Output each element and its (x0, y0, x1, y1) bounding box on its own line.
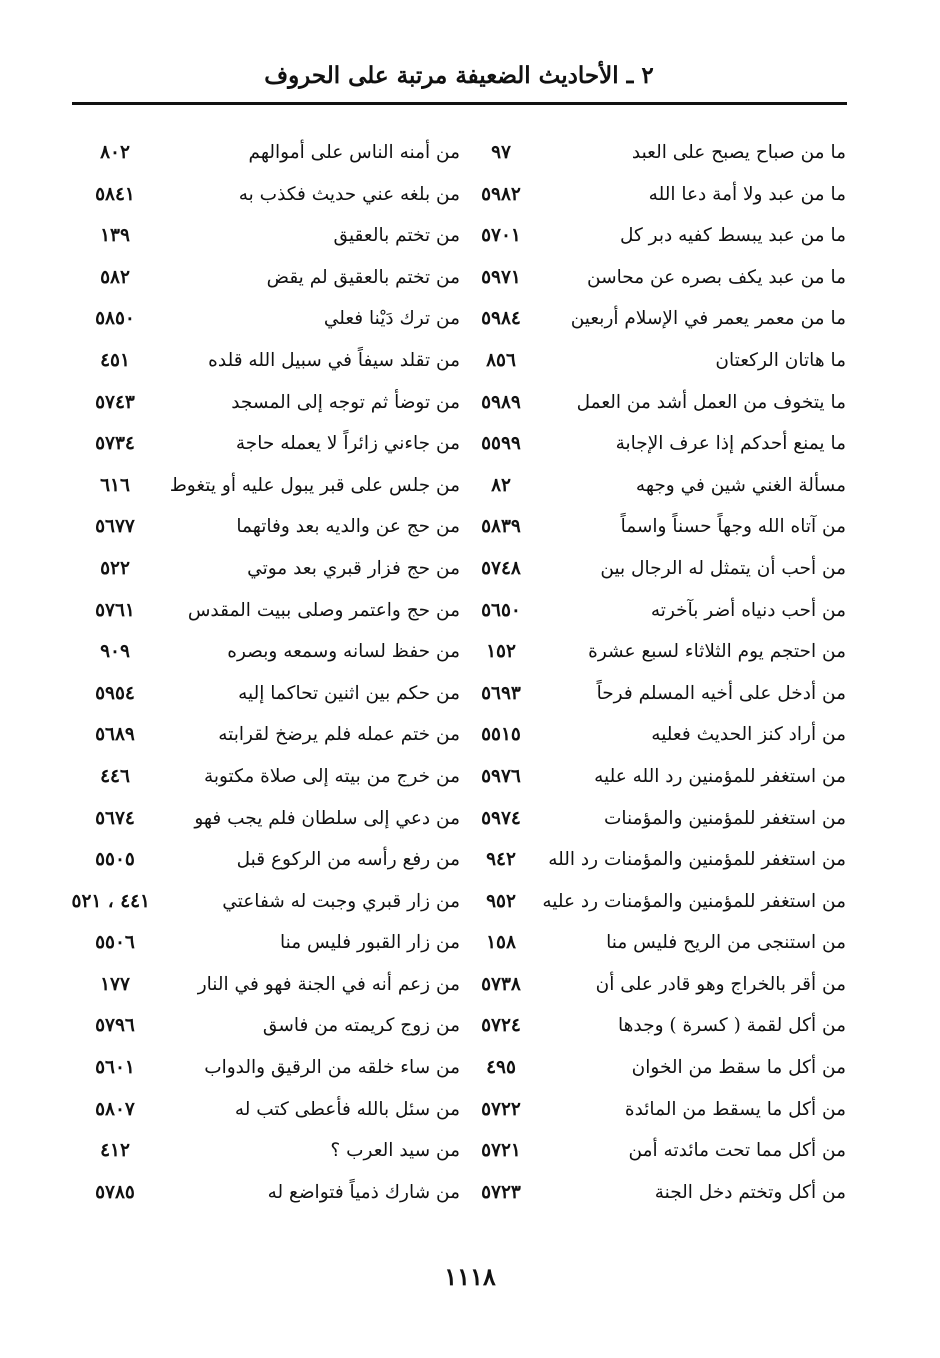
hadith-number: ١٥٨ (486, 932, 516, 954)
hadith-title: من تختم بالعقيق لم يقض (266, 266, 460, 288)
hadith-title: من ترك دَيْنا فعلي (323, 308, 460, 330)
index-entry (466, 1130, 846, 1172)
hadith-number: ٥٥٠٦ (95, 932, 135, 954)
hadith-number: ٥٥١٥ (481, 724, 521, 746)
index-column-left (71, 132, 460, 1213)
index-entry (466, 257, 846, 299)
hadith-title: من أمنه الناس على أموالهم (248, 142, 460, 163)
hadith-title: من ساء خلقه من الرقيق والدواب (204, 1057, 460, 1079)
index-entry (466, 922, 846, 964)
hadith-number: ٥٨٣٩ (481, 516, 521, 538)
hadith-title: من ختم عمله فلم يرضخ لقرابته (218, 724, 460, 746)
hadith-number: ٥٧٠١ (481, 225, 521, 247)
hadith-number: ١٣٩ (100, 225, 130, 247)
index-entry (466, 714, 846, 756)
hadith-number: ٥٨٢ (100, 266, 130, 288)
hadith-number: ٥٩٧٦ (481, 765, 521, 787)
hadith-number: ٤٤١ ، ٥٢١ (71, 890, 150, 912)
index-entry (80, 132, 460, 174)
hadith-title: من توضأ ثم توجه إلى المسجد (231, 391, 460, 413)
hadith-title: ما من عبد ولا أمة دعا الله (648, 183, 846, 205)
index-entry (80, 1089, 460, 1131)
index-entry (466, 340, 846, 382)
hadith-title: من جاءني زائراً لا يعمله حاجة (235, 433, 460, 455)
hadith-number: ٥٦٧٤ (95, 807, 135, 829)
hadith-number: ٥٩٨٢ (481, 183, 521, 205)
hadith-number: ٥٥٠٥ (95, 849, 135, 871)
hadith-title: من استغفر للمؤمنين والمؤمنات رد عليه (542, 890, 846, 912)
index-entry (80, 714, 460, 756)
hadith-title: من حج فزار قبري بعد موتي (247, 557, 460, 579)
hadith-number: ١٧٧ (100, 973, 130, 995)
index-entry (80, 673, 460, 715)
hadith-title: من خرج من بيته إلى صلاة مكتوبة (203, 765, 460, 787)
index-entry (466, 881, 846, 923)
index-entry (466, 506, 846, 548)
index-entry (466, 798, 846, 840)
hadith-title: ما من عبد يكف بصره عن محاسن (587, 266, 846, 288)
hadith-number: ٨٢ (491, 474, 511, 496)
index-entry (466, 174, 846, 216)
hadith-title: من استغفر للمؤمنين والمؤمنات (603, 807, 846, 829)
page-number: ١١١٨ (444, 1262, 496, 1291)
hadith-title: ما هاتان الركعتان (715, 349, 846, 371)
index-entry (80, 215, 460, 257)
index-entry (466, 1005, 846, 1047)
hadith-title: من أقر بالخراج وهو قادر على أن (595, 973, 846, 995)
index-entry (80, 423, 460, 465)
hadith-title: ما من عبد يبسط كفيه دبر كل (619, 225, 846, 247)
hadith-number: ٥٦٠١ (95, 1057, 135, 1079)
hadith-number: ٥٧٤٣ (95, 391, 135, 413)
hadith-number: ٥٩٨٩ (481, 391, 521, 413)
hadith-title: من أحب دنياه أضر بآخرته (650, 599, 846, 621)
hadith-number: ٥٩٧١ (481, 266, 521, 288)
hadith-title: من استغفر للمؤمنين والمؤمنات رد الله (548, 849, 846, 871)
hadith-title: من أكل ما يسقط من المائدة (624, 1098, 846, 1120)
hadith-number: ٥٧٦١ (95, 599, 135, 621)
index-entry (466, 215, 846, 257)
index-entry (80, 1130, 460, 1172)
hadith-title: من حفظ لسانه وسمعه وبصره (227, 641, 460, 663)
running-header: ٢ ـ الأحاديث الضعيفة مرتبة على الحروف (264, 62, 654, 89)
hadith-number: ٩٠٩ (100, 641, 130, 663)
hadith-title: ما يتخوف من العمل أشد من العمل (576, 391, 846, 413)
index-entry (466, 756, 846, 798)
index-entry (80, 798, 460, 840)
index-entry (80, 1172, 460, 1214)
hadith-number: ٥٥٩٩ (481, 433, 521, 455)
hadith-number: ٥٦٩٣ (481, 682, 521, 704)
index-entry (466, 548, 846, 590)
hadith-number: ٥٧٢٣ (481, 1181, 521, 1203)
hadith-title: من أكل ما سقط من الخوان (631, 1057, 846, 1079)
hadith-title: من سيد العرب ؟ (330, 1140, 460, 1162)
index-entry (80, 631, 460, 673)
hadith-number: ٥٦٥٠ (481, 599, 521, 621)
hadith-title: من جلس على قبر يبول عليه أو يتغوط (169, 474, 460, 496)
hadith-title: من تختم بالعقيق (333, 225, 460, 247)
index-entry (466, 1047, 846, 1089)
hadith-number: ٥٨٥٠ (95, 308, 135, 330)
hadith-number: ٨٠٢ (100, 142, 130, 163)
index-entry (80, 174, 460, 216)
header-divider (72, 102, 847, 105)
hadith-title: من شارك ذمياً فتواضع له (267, 1181, 460, 1203)
hadith-number: ٥٧٤٨ (481, 557, 521, 579)
index-entry (466, 132, 846, 174)
hadith-title: من زوج كريمته من فاسق (262, 1015, 460, 1037)
hadith-number: ٥٧٣٨ (481, 973, 521, 995)
hadith-title: من أدخل على أخيه المسلم فرحاً (596, 682, 846, 704)
index-entry (466, 423, 846, 465)
hadith-number: ٥٧٩٦ (95, 1015, 135, 1037)
hadith-number: ٨٥٦ (486, 349, 516, 371)
hadith-title: من استغفر للمؤمنين رد الله عليه (594, 765, 846, 787)
hadith-number: ٥٦٧٧ (95, 516, 135, 538)
hadith-number: ٩٧ (491, 142, 511, 163)
hadith-number: ١٥٢ (486, 641, 516, 663)
index-entry (466, 631, 846, 673)
index-entry (80, 465, 460, 507)
hadith-number: ٥٧٢٤ (481, 1015, 521, 1037)
hadith-title: من استنجى من الريح فليس منا (606, 932, 846, 954)
hadith-number: ٤٤٦ (100, 765, 130, 787)
hadith-number: ٩٥٢ (486, 890, 516, 912)
hadith-number: ٥٧٣٤ (95, 433, 135, 455)
hadith-number: ٥٧٢٢ (481, 1098, 521, 1120)
hadith-title: من حج عن والديه بعد وفاتهما (236, 516, 460, 538)
hadith-title: ما من معمر يعمر في الإسلام أربعين (570, 308, 846, 330)
index-entry (466, 1089, 846, 1131)
hadith-number: ٤٩٥ (486, 1057, 516, 1079)
hadith-title: من سئل بالله فأعطى كتب له (234, 1098, 460, 1120)
index-entry (80, 1047, 460, 1089)
hadith-title: من أحب أن يتمثل له الرجال بين (600, 557, 846, 579)
hadith-number: ٥٩٥٤ (95, 682, 135, 704)
hadith-title: من بلغه عني حديث فكذب به (238, 183, 460, 205)
hadith-number: ٥٩٨٤ (481, 308, 521, 330)
index-entry (466, 673, 846, 715)
index-entry (466, 590, 846, 632)
hadith-title: ما يمنع أحدكم إذا عرف الإجابة (615, 433, 846, 455)
index-entry (466, 1172, 846, 1214)
index-entry (466, 298, 846, 340)
hadith-title: من زار القبور فليس منا (280, 932, 460, 954)
hadith-title: من حج واعتمر وصلى ببيت المقدس (187, 599, 460, 621)
hadith-title: من تقلد سيفاً في سبيل الله قلده (208, 349, 460, 371)
hadith-number: ٥٨٠٧ (95, 1098, 135, 1120)
hadith-title: من آتاه الله وجهاً حسناً واسماً (620, 516, 846, 538)
hadith-title: من حكم بين اثنين تحاكما إليه (238, 682, 460, 704)
hadith-title: مسألة الغني شين في وجهه (635, 474, 846, 496)
hadith-number: ٥٢٢ (100, 557, 130, 579)
hadith-number: ٥٦٨٩ (95, 724, 135, 746)
hadith-title: من أراد كنز الحديث فعليه (651, 724, 846, 746)
index-entry (80, 1005, 460, 1047)
index-entry (80, 506, 460, 548)
hadith-title: من رفع رأسه من الركوع قبل (236, 849, 460, 871)
hadith-number: ٩٤٢ (486, 849, 516, 871)
index-entry (80, 590, 460, 632)
hadith-number: ٥٩٧٤ (481, 807, 521, 829)
hadith-number: ٥٨٤١ (95, 183, 135, 205)
hadith-title: من زار قبري وجبت له شفاعتي (222, 890, 460, 912)
hadith-number: ٤٥١ (100, 349, 130, 371)
index-entry (80, 839, 460, 881)
hadith-number: ٥٧٢١ (481, 1140, 521, 1162)
hadith-title: ما من صباح يصبح على العبد (631, 142, 846, 163)
index-column-right (466, 132, 846, 1213)
hadith-title: من أكل مما تحت مائدته أمن (628, 1140, 846, 1162)
hadith-number: ٦١٦ (100, 474, 130, 496)
hadith-title: من أكل لقمة ( كسرة ) وجدها (618, 1015, 846, 1037)
index-entry (80, 964, 460, 1006)
hadith-title: من أكل وتختم دخل الجنة (654, 1181, 846, 1203)
hadith-title: من زعم أنه في الجنة فهو في النار (197, 973, 460, 995)
hadith-number: ٤١٢ (100, 1140, 130, 1162)
index-entry (80, 548, 460, 590)
index-entry (80, 298, 460, 340)
index-entry (466, 465, 846, 507)
index-entry (80, 257, 460, 299)
index-entry (80, 340, 460, 382)
hadith-number: ٥٧٨٥ (95, 1181, 135, 1203)
index-entry (80, 382, 460, 424)
index-entry (466, 839, 846, 881)
index-entry (71, 881, 460, 923)
hadith-title: من دعي إلى سلطان فلم يجب فهو (194, 807, 460, 829)
index-entry (466, 382, 846, 424)
index-entry (466, 964, 846, 1006)
index-entry (80, 756, 460, 798)
index-entry (80, 922, 460, 964)
hadith-title: من احتجم يوم الثلاثاء لسبع عشرة (588, 641, 846, 663)
